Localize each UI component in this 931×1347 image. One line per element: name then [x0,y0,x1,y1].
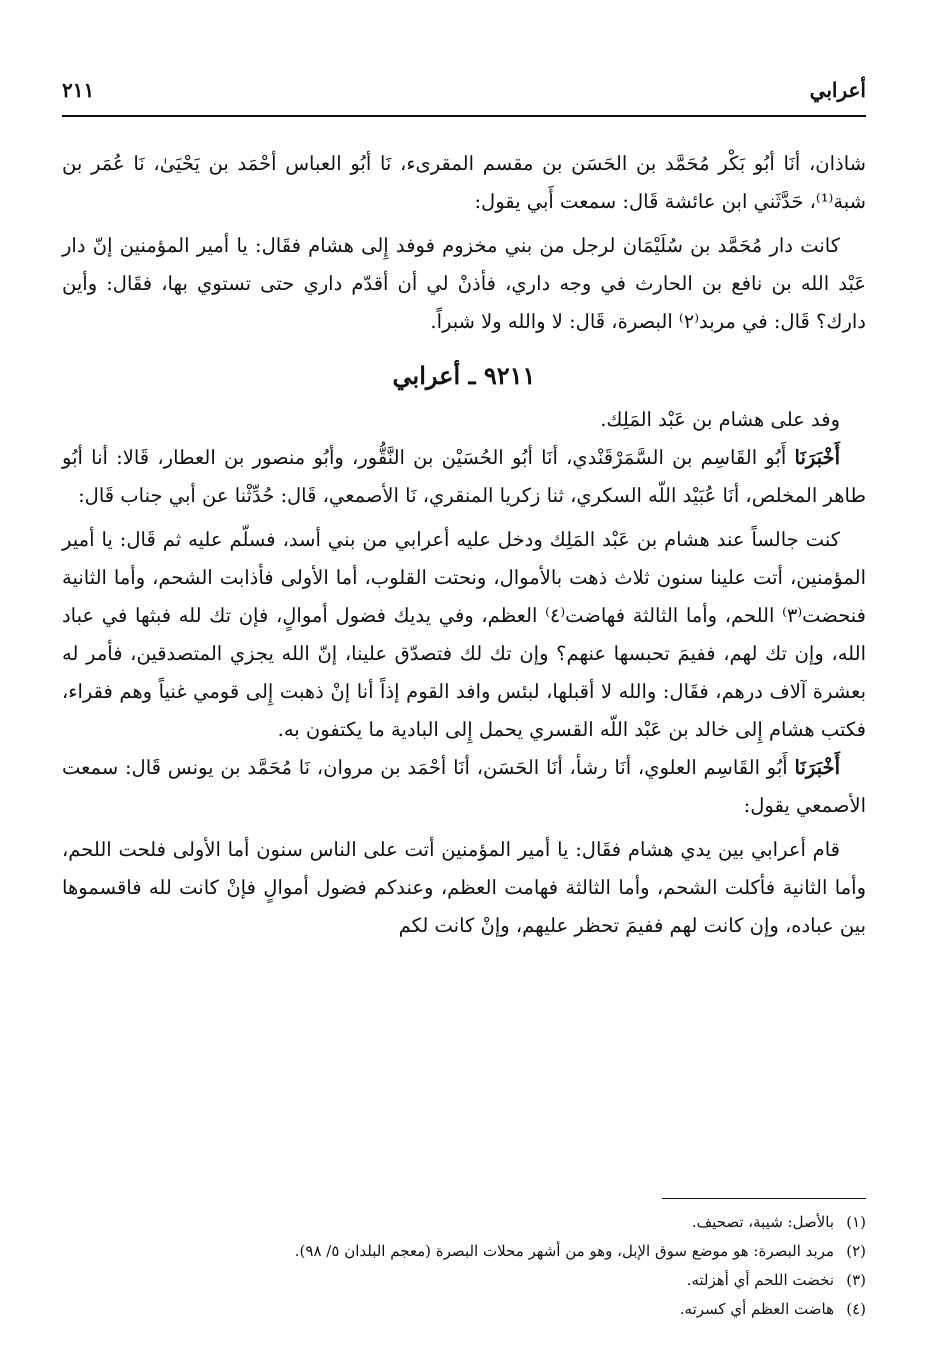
story-paragraph-2: قام أعرابي بين يدي هشام فقَال: يا أمير المؤمنين أتت على الناس سنون أما الأولى فلحت اللحم، وأما الثانية فأكلت الشحم، وأما الثالثة فهامت العظم، وعندكم فضول أموالٍ فإنْ كانت لله فاقسموها بين عباده، وإن كانت لهم ففيمَ تحظر عليهم، وإنْ كانت لكم [62,838,866,937]
footnote-divider [662,1198,866,1199]
footnote-number: (٤) [846,1300,866,1318]
footnote-text: هاضت العظم أي كسرته. [679,1300,834,1318]
footnotes [62,1208,866,1324]
footnote-number: (٣) [846,1271,866,1289]
isnad-lead: أَخْبَرَنَا [794,446,840,469]
isnad-paragraph-2 [62,749,866,825]
running-title: أعرابي [809,78,866,102]
footnote [62,1208,866,1237]
footnote [62,1266,866,1295]
main-text [62,145,866,945]
page-number: ٢١١ [62,78,95,102]
paragraph-dar-story: كانت دار مُحَمَّد بن سُلَيْمَان لرجل من بني مخزوم فوفد إِلى هشام فقَال: يا أمير المؤمنين إنّ دار عَبْد الله بن نافع بن الحارث في وجه داري، فأذنْ لي أن أقدّم داري حتى تستوي بها، فقَال: وأين دارك؟ قَال: في مربد⁽٢⁾ البصرة، قَال: لا والله ولا شبراً. [62,234,866,333]
isnad-paragraph-1 [62,439,866,515]
footnote-text: مربد البصرة: هو موضع سوق الإبل، وهو من أشهر محلات البصرة (معجم البلدان ٥/ ٩٨). [294,1242,834,1260]
footnote-text: بالأصل: شيبة، تصحيف. [691,1213,834,1231]
isnad-text: أَبُو القَاسِم بن السَّمَرْقَنْدي، أنَا أبُو الحُسَيْن بن النَّقُّور، وأبُو منصور بن العطار، قَالا: أنا أبُو طاهر المخلص، أنَا عُبَيْد اللّه السكري، ثنا زكريا المنقري، نَا الأصمعي، قَال: حُدِّثْنا عن أبي جناب قَال: [62,446,866,507]
footnote-text: نخضت اللحم أي أهزلته. [686,1271,834,1289]
footnote-number: (٢) [846,1242,866,1260]
page-header [62,78,866,118]
isnad-text: أَبُو القَاسِم العلوي، أنَا رشأ، أنَا الحَسَن، أنَا أحْمَد بن مروان، نَا مُحَمَّد بن يونس قَال: سمعت الأصمعي يقول: [62,756,866,817]
footnote [62,1237,866,1266]
isnad-lead: أَخْبَرَنَا [794,756,840,779]
paragraph-isnad-continuation: شاذان، أنَا أبُو بَكْر مُحَمَّد بن الحَسَن بن مقسم المقرىء، نَا أبُو العباس أحْمَد بن يَحْيَىٰ، نَا عُمَر بن شبة⁽¹⁾، حَدَّثَني ابن عائشة قَال: سمعت أَبي يقول: [62,152,866,213]
header-divider [62,115,866,117]
story-paragraph-1: كنت جالساً عند هشام بن عَبْد المَلِك ودخل عليه أعرابي من بني أسد، فسلّم عليه ثم قَال: يا أمير المؤمنين، أتت علينا سنون ثلاث ذهت بالأموال، ونحتت القلوب، أما الأولى فأذابت الشحم، وأما الثانية فنحضت⁽٣⁾ اللحم، وأما الثالثة فهاضت⁽٤⁾ العظم، وفي يديك فضول أموالٍ، فإن تك لله فبثها في عباد الله، وإن تك لهم، ففيمَ تحبسها عنهم؟ وإن تك لك فتصدّق علينا، إنّ الله يجزي المتصدقين، فأمر له بعشرة آلاف درهم، فقَال: والله لا أقبلها، لبئس وافد القوم إذاً أنا إنْ ذهبت إِلى قومي غنياً وهم فقراء، فكتب هشام إِلى خالد بن عَبْد اللّه القسري يحمل إِلى البادية ما يكتفون به. [62,528,866,741]
entry-title: ٩٢١١ ـ أعرابي [392,361,536,390]
footnote [62,1295,866,1324]
entry-intro: وفد على هشام بن عَبْد المَلِك. [600,408,840,431]
footnote-number: (١) [846,1213,866,1231]
